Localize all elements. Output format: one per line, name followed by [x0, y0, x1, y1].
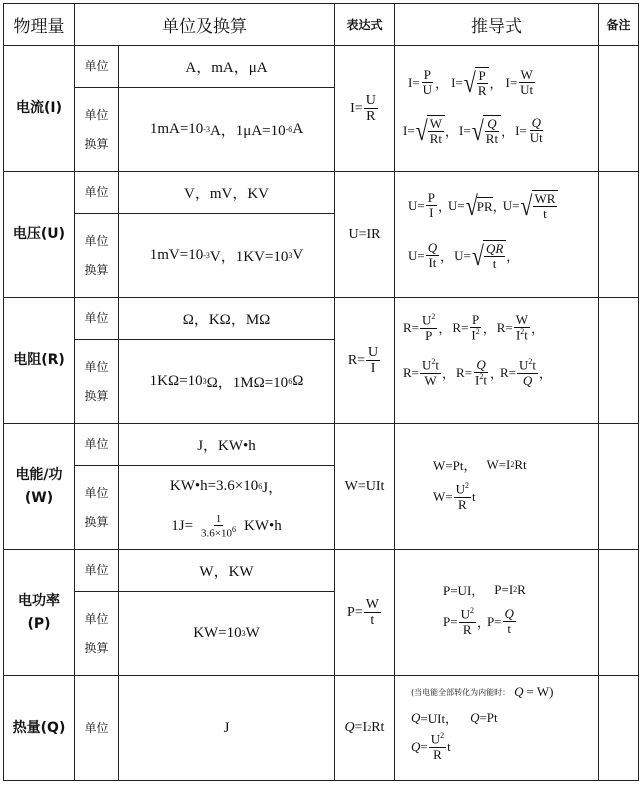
numerator: U: [430, 731, 441, 747]
numerator: W: [365, 596, 379, 612]
denominator: Ut: [520, 82, 534, 98]
derived-energy-line2: [433, 482, 476, 512]
d-text: R=: [500, 364, 517, 380]
header-expression: 表达式: [346, 18, 383, 32]
conv-text: KW•h=3.6×10: [169, 478, 259, 494]
d-text: I=: [403, 122, 415, 138]
quantity-symbol: (W): [24, 489, 54, 506]
numerator: U: [365, 92, 376, 108]
rule: [394, 3, 395, 781]
quantity-symbol: (P): [27, 615, 51, 632]
fraction: [366, 345, 380, 377]
d-text: I=: [515, 122, 527, 138]
label-conversion-2: 换算: [84, 514, 109, 529]
label-conversion: [75, 214, 118, 297]
d-text: I=: [459, 122, 471, 138]
radicand: PR: [476, 198, 493, 214]
d-text: P=: [486, 613, 502, 629]
quantity-power: [4, 550, 74, 675]
d-text: U=: [408, 197, 425, 213]
numerator: U: [422, 357, 432, 373]
d-text: t: [447, 738, 451, 754]
conversion-voltage: [119, 214, 334, 297]
denominator: P: [425, 327, 433, 343]
fraction: [503, 607, 516, 637]
denominator-end: t: [524, 327, 528, 343]
quantity-name: 电阻(R): [13, 352, 65, 369]
d-text: R=: [403, 319, 420, 335]
expr-lhs: R=: [347, 352, 366, 368]
denominator: Ut: [529, 130, 543, 146]
fraction: [199, 513, 238, 540]
label-conversion-1: 单位: [84, 233, 109, 248]
sqrt: √ $\frac{W}{Rt}$: [416, 115, 445, 147]
conv-text: Ω: [292, 373, 304, 389]
d-text: =Pt: [479, 709, 498, 725]
header-notes: 备注: [606, 18, 631, 32]
d-text: W=Pt，: [433, 458, 477, 473]
d-text: U=: [447, 197, 465, 213]
header-quantity: 物理量: [13, 17, 65, 37]
denominator: I: [475, 372, 480, 388]
numerator: 1: [215, 513, 222, 526]
denominator: t: [543, 206, 547, 222]
denominator: 3.6×10: [201, 527, 232, 540]
label-conversion-1: 单位: [84, 107, 109, 122]
exp: 2: [520, 327, 525, 337]
derived-current-line1: I= $\frac{P}{U}$ ， I= √ $\frac{P}{R}$ ， I= $\frac{W}{Ut}$: [408, 66, 534, 99]
conv-text: 1KΩ=10: [149, 373, 203, 389]
label-unit: 单位: [84, 59, 109, 74]
fraction: [459, 607, 476, 637]
denominator: I: [515, 327, 521, 343]
fraction: [421, 68, 434, 98]
conv-exp: -6: [285, 125, 293, 134]
label-conversion: [75, 592, 118, 675]
quantity-name: 电流(I): [15, 100, 62, 117]
conv-exp: 6: [288, 377, 293, 386]
numerator: Q: [531, 115, 541, 130]
numerator: U: [460, 606, 470, 622]
conv-exp: -3: [203, 251, 210, 260]
numerator: Q: [487, 116, 497, 131]
exp: 2: [431, 357, 436, 366]
formula-table: [3, 3, 639, 781]
expression-current: [335, 46, 394, 171]
denominator: t: [507, 621, 512, 637]
quantity-heat: [4, 676, 74, 780]
conv-text: J，: [262, 480, 284, 496]
fraction: [484, 117, 500, 147]
label-conversion-1: 单位: [84, 485, 109, 500]
numerator: U: [519, 357, 529, 373]
numerator: P: [427, 190, 435, 205]
conv-text: 1mA=10: [149, 121, 204, 137]
expr-text: =I: [354, 720, 368, 735]
derived-current-line2: I= √ $\frac{W}{Rt}$ ， I= √ $\frac{Q}{Rt}$ ， I= $\frac{Q}{Ut}$: [403, 114, 543, 147]
fraction: [429, 732, 446, 762]
label-conversion-2: 换算: [84, 388, 109, 403]
exp: 2: [475, 327, 480, 337]
expression-resistance: [335, 298, 394, 423]
conv-exp: 3: [202, 377, 207, 386]
derived-heat-line2: [411, 708, 498, 727]
unit-voltage: V，mV，KV: [184, 186, 269, 202]
sqrt: √ PR: [465, 189, 493, 221]
derived-resistance-line1: R= $\frac{U^2}{P}$ ， R= $\frac{P}{I^2}$ ， R= $\frac{W}{I^2t}$ ，: [403, 312, 545, 343]
quantity-current: [4, 46, 74, 171]
quantity-energy: [4, 424, 74, 549]
label-conversion: [75, 466, 118, 549]
fraction: [428, 117, 444, 147]
exp: 6: [232, 525, 236, 535]
label-conversion-1: 单位: [84, 359, 109, 374]
conversion-resistance: [119, 340, 334, 423]
denominator: R: [462, 621, 472, 637]
numerator-end: t: [532, 357, 537, 373]
rule: [598, 3, 599, 781]
fraction: [364, 597, 381, 629]
quantity-voltage: [4, 172, 74, 297]
numerator: P: [478, 68, 486, 83]
exp: 2: [431, 312, 436, 321]
label-unit: 单位: [84, 311, 109, 326]
heat-note: (当电能全部转化为内能时：: [411, 687, 511, 697]
sqrt: √ $\frac{P}{R}$: [464, 67, 490, 99]
derived-voltage-line2: U= $\frac{Q}{It}$ ， U= √ $\frac{QR}{t}$ ，: [408, 239, 520, 272]
quantity-name: 电功率: [18, 593, 60, 610]
d-text: W=I: [486, 456, 511, 472]
denominator: R: [433, 746, 442, 762]
expression-power: [335, 550, 394, 675]
derived-power-line2: P= $\frac{U^2}{R}$ ， P= $\frac{Q}{t}$: [443, 606, 514, 637]
d-text: R=: [452, 319, 469, 335]
conv-text: KW=10: [193, 625, 242, 641]
d-text: =UIt，: [420, 711, 459, 726]
numerator: Q: [476, 357, 486, 372]
conv-exp: 6: [258, 482, 263, 491]
derived-heat-note: [411, 684, 553, 700]
d-text: W=: [433, 488, 453, 504]
denominator: t: [492, 256, 497, 272]
label-unit: 单位: [84, 437, 109, 452]
d-text: P=: [443, 613, 458, 629]
expr-text: Rt: [371, 720, 385, 735]
d-text: I=: [505, 74, 518, 90]
numerator: QR: [485, 241, 504, 256]
exp: 2: [469, 606, 474, 615]
expr-lhs: P=: [347, 604, 363, 620]
denominator: W: [424, 372, 437, 388]
conv-text: W: [245, 625, 260, 641]
label-conversion: [75, 88, 118, 171]
numerator: WR: [534, 191, 556, 206]
d-text: R=: [456, 364, 473, 380]
note-end: = W): [526, 684, 554, 699]
fraction: [484, 242, 505, 272]
conv-text: A，1μA=10: [209, 123, 286, 139]
expression-heat: [335, 676, 394, 780]
denominator: I: [370, 361, 376, 376]
derived-power-line1: [443, 580, 526, 599]
exp: 2: [479, 372, 484, 382]
quantity-name: 热量(Q): [12, 719, 66, 736]
fraction: [517, 358, 538, 388]
sqrt: √ $\frac{QR}{t}$: [472, 240, 506, 272]
exp: 2: [510, 460, 515, 469]
fraction: [469, 313, 481, 343]
d-text: =: [420, 738, 428, 754]
fraction: [420, 313, 437, 343]
expr-q: Q: [344, 720, 355, 735]
sqrt: √ $\frac{WR}{t}$: [520, 190, 558, 222]
d-text: R=: [496, 319, 513, 335]
derived-resistance-line2: R= $\frac{U^2t}{W}$ ， R= $\frac{Q}{I^2t}$ ， R= $\frac{U^2t}{Q}$ ，: [403, 357, 553, 388]
conversion-power: [119, 592, 334, 675]
rule: [638, 3, 639, 781]
fraction: [426, 191, 437, 221]
denominator: R: [457, 496, 467, 512]
exp: 2: [367, 723, 372, 733]
denominator: I: [471, 327, 476, 343]
denominator: R: [366, 109, 376, 124]
fraction: [364, 93, 378, 125]
conv-text: KW•h: [244, 518, 282, 534]
d-text: P=UI，: [443, 583, 485, 598]
conv-exp: -3: [203, 125, 210, 134]
d-q: Q: [411, 738, 421, 754]
derived-energy-line1: [433, 455, 527, 474]
expr-lhs: I=: [350, 100, 363, 116]
conv-text: 1J=: [171, 518, 194, 534]
quantity-name: 电能/功: [15, 467, 63, 484]
label-conversion-2: 换算: [84, 640, 109, 655]
fraction: [454, 482, 471, 512]
unit-heat: J: [223, 719, 230, 736]
d-text: t: [472, 488, 476, 504]
d-text: U=: [502, 197, 520, 213]
conv-exp: 3: [288, 251, 293, 260]
fraction: [420, 358, 441, 388]
exp: 2: [440, 731, 445, 740]
conv-text: 1mV=10: [149, 247, 204, 263]
rule: [3, 780, 639, 781]
conv-text: A: [292, 121, 304, 137]
label-conversion-1: 单位: [84, 611, 109, 626]
d-text: P=I: [494, 581, 514, 597]
header-unit-conversion: 单位及换算: [162, 17, 247, 37]
d-text: Rt: [514, 456, 527, 472]
label-conversion-2: 换算: [84, 136, 109, 151]
numerator: U: [422, 312, 432, 328]
d-text: I=: [408, 74, 420, 90]
fraction: [473, 358, 489, 388]
expression-energy: W=UIt: [344, 478, 385, 494]
conv-text: Ω，1MΩ=10: [206, 375, 289, 391]
denominator: Rt: [429, 131, 443, 147]
unit-current: A，mA，μA: [185, 60, 268, 76]
numerator: W: [429, 116, 443, 131]
denominator: It: [428, 255, 437, 271]
denominator: t: [370, 613, 375, 628]
unit-resistance: Ω，KΩ，MΩ: [182, 312, 271, 328]
exp: 2: [513, 585, 518, 594]
d-text: R=: [403, 364, 420, 380]
fraction: [426, 241, 439, 271]
quantity-name: 电压(U): [12, 226, 66, 243]
denominator: R: [477, 83, 487, 99]
denominator: U: [422, 82, 433, 98]
quantity-resistance: [4, 298, 74, 423]
fraction: [518, 68, 535, 98]
fraction: [533, 192, 558, 222]
label-unit: 单位: [84, 720, 109, 735]
sqrt: √ $\frac{Q}{Rt}$: [472, 115, 501, 147]
d-text: R: [517, 581, 526, 597]
numerator-end: t: [435, 357, 440, 373]
d-text: U=: [454, 247, 471, 263]
conversion-energy: [119, 466, 334, 549]
fraction: [514, 313, 530, 343]
numerator: U: [368, 344, 379, 360]
numerator: W: [520, 67, 533, 82]
d-text: U=: [408, 247, 425, 263]
denominator: I: [429, 205, 434, 221]
denominator-end: t: [483, 372, 488, 388]
conv-text: V，1KV=10: [209, 249, 289, 265]
header-derived: 推导式: [471, 17, 522, 37]
denominator: Q: [522, 372, 533, 388]
conversion-current: [119, 88, 334, 171]
fraction: [476, 69, 489, 99]
conv-exp: 3: [241, 629, 246, 638]
unit-power: W，KW: [199, 564, 254, 580]
d-q: Q: [470, 709, 480, 725]
denominator: Rt: [485, 131, 499, 147]
label-unit: 单位: [84, 563, 109, 578]
conv-text: V: [292, 247, 304, 263]
exp: 2: [465, 481, 469, 490]
label-unit: 单位: [84, 185, 109, 200]
d-q: Q: [411, 709, 421, 725]
numerator: U: [455, 481, 465, 497]
numerator: Q: [427, 240, 438, 255]
numerator: P: [423, 67, 431, 82]
derived-voltage-line1: U= $\frac{P}{I}$ ， U= √ PR ， U= √ $\frac{WR}{t}$: [408, 190, 558, 222]
d-text: I=: [451, 74, 463, 90]
numerator: P: [471, 312, 480, 327]
note-q: Q: [514, 684, 524, 699]
fraction: [528, 116, 545, 146]
numerator: Q: [504, 606, 514, 622]
exp: 2: [528, 357, 533, 366]
label-conversion-2: 换算: [84, 262, 109, 277]
label-conversion: [75, 340, 118, 423]
derived-heat-line3: [411, 732, 451, 762]
expression-voltage: U=IR: [348, 226, 381, 242]
numerator: W: [515, 312, 529, 327]
unit-energy: J，KW•h: [197, 438, 256, 454]
